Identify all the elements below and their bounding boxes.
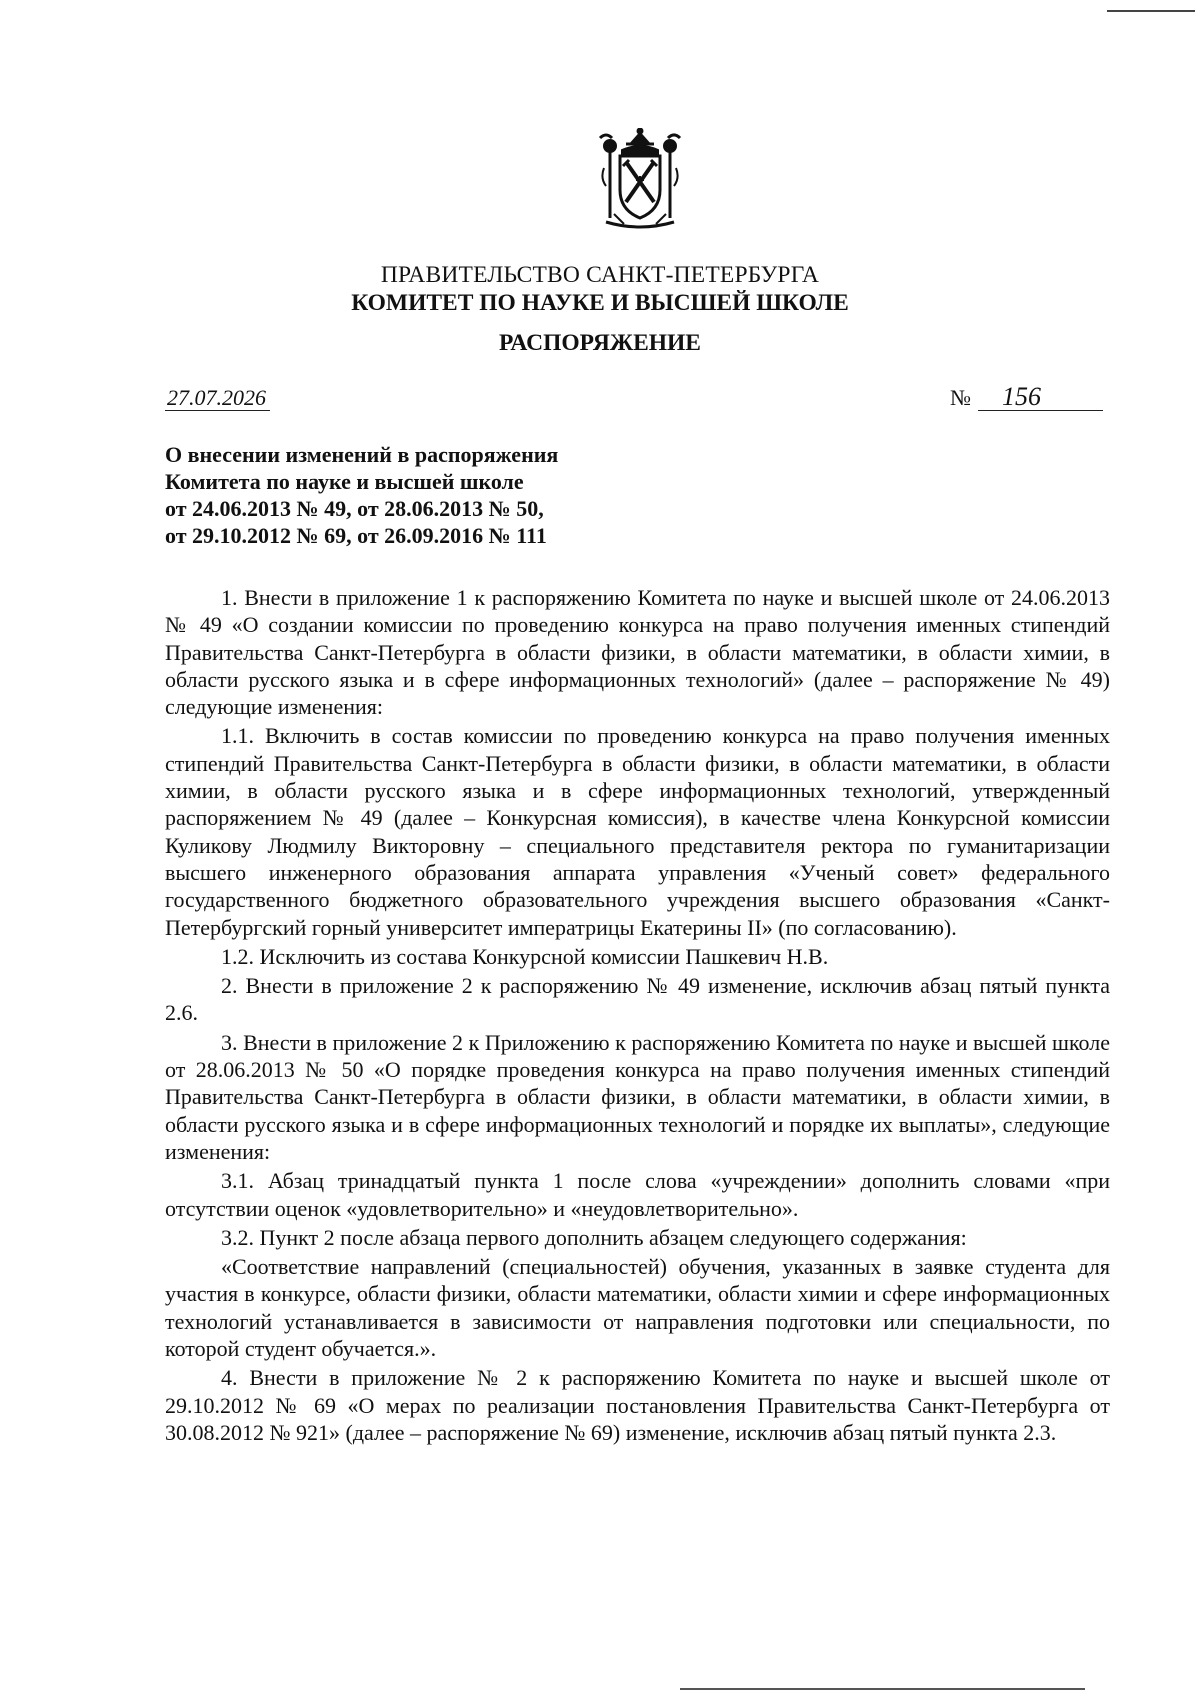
document-number [950,384,1115,411]
saint-petersburg-coat-of-arms-icon [596,128,684,230]
scan-edge-mark [1107,10,1195,12]
government-title: ПРАВИТЕЛЬСТВО САНКТ-ПЕТЕРБУРГА [380,262,820,288]
body-paragraph-2: 2. Внести в приложение 2 к распоряжению № 49 изменение, исключив абзац пятый пункта 2.6. [165,973,1110,1026]
scan-edge-mark [680,1688,1085,1690]
body-paragraph-4: 4. Внести в приложение № 2 к распоряжению Комитета по науке и высшей школе от 29.10.2012 № 69 «О мерах по реализации постановления Правительства Санкт-Петербурга от 30.08.2012 № 921» (далее – распоряжение № 69) изменение, исключив абзац пятый пункта 2.3. [165,1365,1110,1445]
body-paragraph-3: 3. Внести в приложение 2 к Приложению к распоряжению Комитета по науке и высшей школе от 28.06.2013 № 50 «О порядке проведения конкурса на право получения именных стипендий Правительства Санкт-Петербурга в области физики, в области математики, в области химии, в области русского языка и в сфере информационных технологий и порядке их выплаты», следующие изменения: [165,1029,1110,1164]
body-paragraph-3-1: 3.1. Абзац тринадцатый пункта 1 после слова «учреждении» дополнить словами «при отсутствии оценок «удовлетворительно» и «неудовлетворительно». [165,1168,1110,1221]
body-paragraph-1-2: 1.2. Исключить из состава Конкурсной комиссии Пашкевич Н.В. [221,943,829,969]
subject-line: от 24.06.2013 № 49, от 28.06.2013 № 50, [165,496,544,521]
document-type: РАСПОРЯЖЕНИЕ [499,330,701,356]
document-date: 27.07.2026 [165,386,270,411]
subject-line: Комитета по науке и высшей школе [165,469,524,494]
subject-line: О внесении изменений в распоряжения [165,442,559,467]
body-paragraph-1-1: 1.1. Включить в состав комиссии по проведению конкурса на право получения именных стипендий Правительства Санкт-Петербурга в области физики, в области математики, в области химии, в области русского языка и в сфере информационных технологий, утвержденный распоряжением № 49 (далее – Конкурсная комиссия), в качестве члена Конкурсной комиссии Куликову Людмилу Викторовну – специального представителя ректора по гуманитаризации высшего инженерного образования аппарата управления «Ученый совет» федерального государственного бюджетного образовательного учреждения высшего образования «Санкт-Петербургский горный университет императрицы Екатерины II» (по согласованию). [165,723,1110,940]
body-paragraph-1: 1. Внести в приложение 1 к распоряжению Комитета по науке и высшей школе от 24.06.2013 № 49 «О создании комиссии по проведению конкурса на право получения именных стипендий Правительства Санкт-Петербурга в области физики, в области математики, в области химии, в области русского языка и в сфере информационных технологий» (далее – распоряжение № 49) следующие изменения: [165,585,1110,720]
body-paragraph-quote: «Соответствие направлений (специальностей) обучения, указанных в заявке студента для участия в конкурсе, области физики, области математики, области химии и сфере информационных технологий устанавливается в зависимости от направления подготовки или специальности, по которой студент обучается.». [165,1254,1110,1362]
body-paragraph-3-2: 3.2. Пункт 2 после абзаца первого дополнить абзацем следующего содержания: [221,1224,967,1250]
committee-title: КОМИТЕТ ПО НАУКЕ И ВЫСШЕЙ ШКОЛЕ [351,290,849,316]
subject-line: от 29.10.2012 № 69, от 26.09.2016 № 111 [165,523,547,548]
number-sign: № [950,385,971,410]
document-body [165,584,1110,1448]
number-value: 156 [978,384,1103,411]
document-subject [165,441,865,549]
